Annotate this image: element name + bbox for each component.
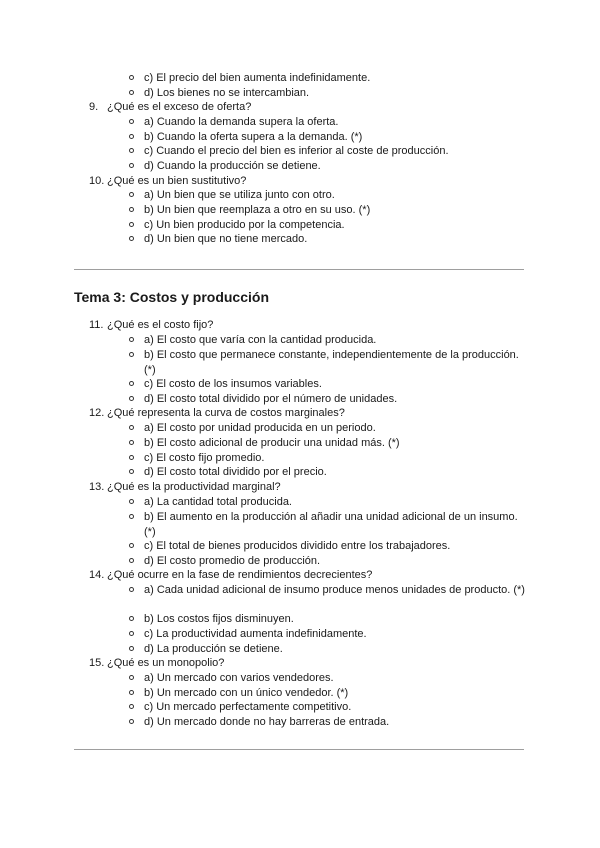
bullet-icon — [129, 75, 134, 80]
option-text: a) El costo que varía con la cantidad producida. — [144, 334, 377, 346]
option-text: b) El costo que permanece constante, independientemente de la producción. (*) — [144, 349, 519, 376]
question — [89, 406, 345, 421]
bullet-icon — [129, 631, 134, 636]
bullet-icon — [129, 134, 134, 139]
option-text: d) El costo promedio de producción. — [144, 555, 321, 567]
question — [89, 656, 224, 671]
divider — [74, 269, 524, 270]
bullet-icon — [129, 690, 134, 695]
bullet-icon — [129, 499, 134, 504]
option-text: d) Los bienes no se intercambian. — [144, 87, 310, 99]
bullet-icon — [129, 90, 134, 95]
question-text: ¿Qué representa la curva de costos marginales? — [107, 407, 345, 419]
question — [89, 480, 281, 495]
bullet-icon — [129, 455, 134, 460]
bullet-icon — [129, 352, 134, 357]
bullet-icon — [129, 207, 134, 212]
option-text: c) Un mercado perfectamente competitivo. — [144, 701, 352, 713]
option-text: b) Un bien que reemplaza a otro en su uso. (*) — [144, 204, 371, 216]
question-number: 9. — [89, 101, 99, 113]
question-number: 11. — [89, 319, 104, 331]
option-text: a) El costo por unidad producida en un periodo. — [144, 422, 376, 434]
option-text: a) Un mercado con varios vendedores. — [144, 672, 334, 684]
question-number: 12. — [89, 407, 105, 419]
question-text: ¿Qué es un monopolio? — [107, 657, 225, 669]
question-number: 15. — [89, 657, 105, 669]
option-text: b) Los costos fijos disminuyen. — [144, 613, 294, 625]
bullet-icon — [129, 558, 134, 563]
option-text: d) Cuando la producción se detiene. — [144, 160, 321, 172]
bullet-icon — [129, 222, 134, 227]
bullet-icon — [129, 675, 134, 680]
option-text: d) El costo total dividido por el precio. — [144, 466, 327, 478]
bullet-icon — [129, 719, 134, 724]
question-text: ¿Qué ocurre en la fase de rendimientos decrecientes? — [107, 569, 373, 581]
question-number: 10. — [89, 175, 105, 187]
section-title: Tema 3: Costos y producción — [74, 289, 269, 305]
option-text: d) Un mercado donde no hay barreras de entrada. — [144, 716, 390, 728]
question-text: ¿Qué es un bien sustitutivo? — [107, 175, 247, 187]
bullet-icon — [129, 469, 134, 474]
option-text: b) El aumento en la producción al añadir una unidad adicional de un insumo. (*) — [144, 511, 518, 538]
option-text: c) El total de bienes producidos dividido entre los trabajadores. — [144, 540, 451, 552]
bullet-icon — [129, 440, 134, 445]
option-text: a) Un bien que se utiliza junto con otro. — [144, 189, 335, 201]
bullet-icon — [129, 543, 134, 548]
bullet-icon — [129, 514, 134, 519]
option-text: c) El costo fijo promedio. — [144, 452, 265, 464]
bullet-icon — [129, 616, 134, 621]
option-text: d) Un bien que no tiene mercado. — [144, 233, 308, 245]
option-text: b) Cuando la oferta supera a la demanda. (*) — [144, 131, 363, 143]
option-text: b) El costo adicional de producir una unidad más. (*) — [144, 437, 400, 449]
question-text: ¿Qué es el exceso de oferta? — [107, 101, 252, 113]
bullet-icon — [129, 587, 134, 592]
bullet-icon — [129, 119, 134, 124]
bullet-icon — [129, 381, 134, 386]
question-text: ¿Qué es la productividad marginal? — [107, 481, 281, 493]
option-text: c) La productividad aumenta indefinidamente. — [144, 628, 367, 640]
question — [89, 318, 213, 333]
question-text: ¿Qué es el costo fijo? — [107, 319, 214, 331]
bullet-icon — [129, 396, 134, 401]
option-text: a) La cantidad total producida. — [144, 496, 292, 508]
bullet-icon — [129, 163, 134, 168]
question-number: 14. — [89, 569, 105, 581]
question — [89, 100, 251, 115]
option-text: b) Un mercado con un único vendedor. (*) — [144, 687, 349, 699]
option-text: d) La producción se detiene. — [144, 643, 283, 655]
bullet-icon — [129, 236, 134, 241]
option-text: c) Cuando el precio del bien es inferior al coste de producción. — [144, 145, 449, 157]
question — [89, 174, 246, 189]
bullet-icon — [129, 646, 134, 651]
bullet-icon — [129, 704, 134, 709]
option-text: a) Cuando la demanda supera la oferta. — [144, 116, 339, 128]
question-number: 13. — [89, 481, 105, 493]
option-text: c) Un bien producido por la competencia. — [144, 219, 345, 231]
option-text: c) El costo de los insumos variables. — [144, 378, 322, 390]
divider — [74, 749, 524, 750]
option-text: d) El costo total dividido por el número de unidades. — [144, 393, 398, 405]
question — [89, 568, 372, 583]
bullet-icon — [129, 148, 134, 153]
bullet-icon — [129, 425, 134, 430]
bullet-icon — [129, 192, 134, 197]
bullet-icon — [129, 337, 134, 342]
option-text: a) Cada unidad adicional de insumo produce menos unidades de producto. (*) — [144, 584, 525, 596]
option-text: c) El precio del bien aumenta indefinidamente. — [144, 72, 371, 84]
